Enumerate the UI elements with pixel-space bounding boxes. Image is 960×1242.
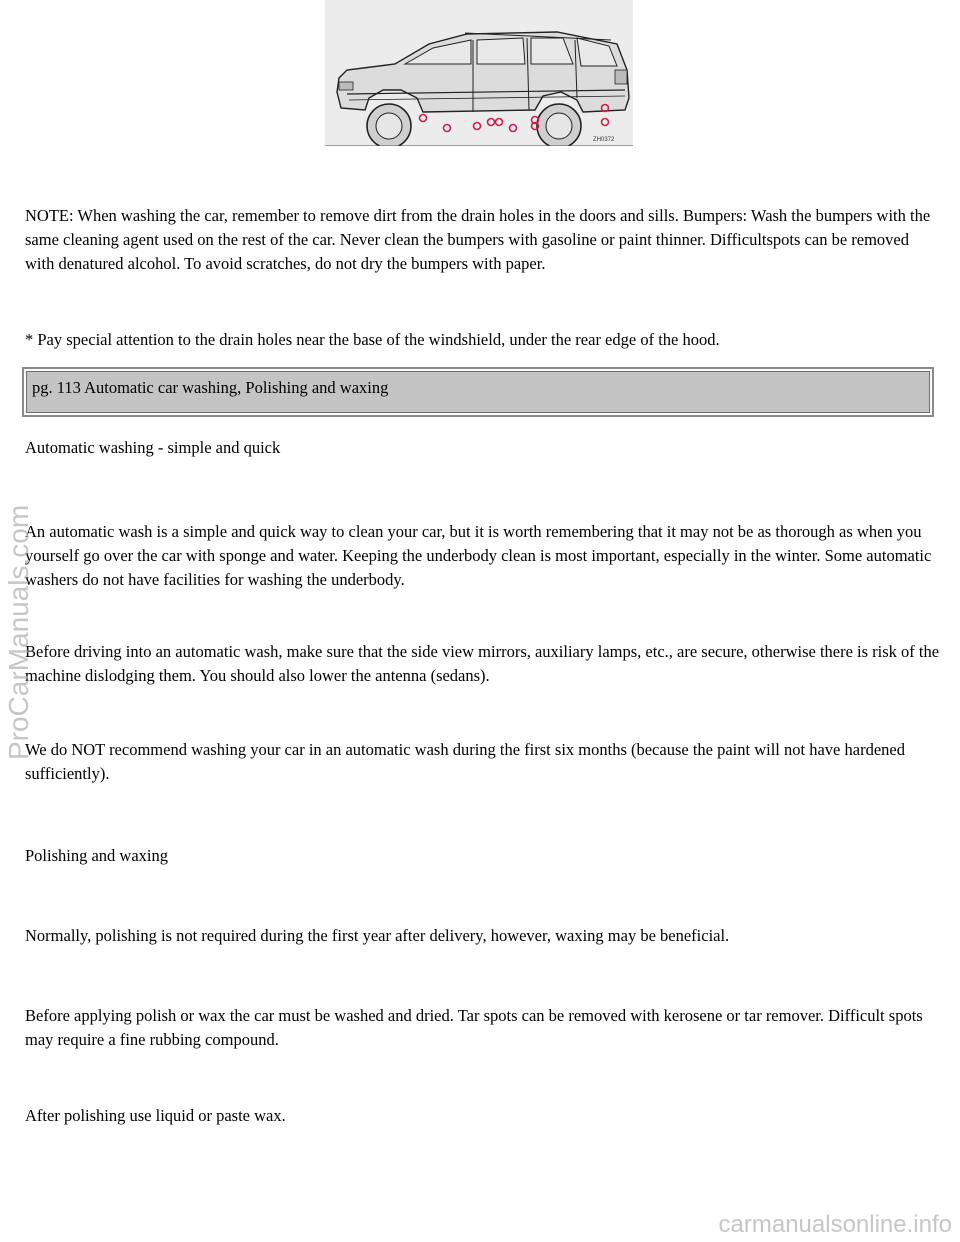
car-side-view-icon [325,0,633,146]
watermark-procarmanuals: ProCarManuals.com [3,504,34,760]
car-drain-holes-figure [325,0,633,146]
watermark-carmanualsonline: carmanualsonline.info [718,1211,952,1238]
automatic-washing-heading: Automatic washing - simple and quick [25,438,281,457]
automatic-washing-paragraph-3: We do NOT recommend washing your car in an automatic wash during the first six months (because the paint will not have hardened sufficiently). [25,740,905,783]
page-section-banner [22,367,934,417]
automatic-washing-paragraph-1: An automatic wash is a simple and quick way to clean your car, but it is worth remembering that it may not be as thorough as when you yourself go over the car with sponge and water. Keeping the underbody clean is most important, especially in the winter. Some automatic washers do not have facilities for washing the underbody. [25,522,932,589]
figure-code: ZH0372 [593,137,615,143]
drain-holes-paragraph: * Pay special attention to the drain holes near the base of the windshield, under the rear edge of the hood. [25,330,720,349]
automatic-washing-paragraph-2: Before driving into an automatic wash, make sure that the side view mirrors, auxiliary lamps, etc., are secure, otherwise there is risk of the machine dislodging them. You should also lower the antenna (sedans). [25,642,940,685]
note-paragraph: NOTE: When washing the car, remember to remove dirt from the drain holes in the doors and sills. Bumpers: Wash the bumpers with the same cleaning agent used on the rest of the car. Never clean the bumpers with gasoline or paint thinner. Difficultspots can be removed with denatured alcohol. To avoid scratches, do not dry the bumpers with paper. [25,206,931,273]
banner-title: pg. 113 Automatic car washing, Polishing and waxing [26,371,930,413]
polishing-paragraph-1: Normally, polishing is not required during the first year after delivery, however, waxing may be beneficial. [25,926,730,945]
polishing-paragraph-3: After polishing use liquid or paste wax. [25,1106,286,1125]
polishing-paragraph-2: Before applying polish or wax the car must be washed and dried. Tar spots can be removed with kerosene or tar remover. Difficult spots may require a fine rubbing compound. [25,1006,923,1049]
polishing-heading: Polishing and waxing [25,846,168,865]
